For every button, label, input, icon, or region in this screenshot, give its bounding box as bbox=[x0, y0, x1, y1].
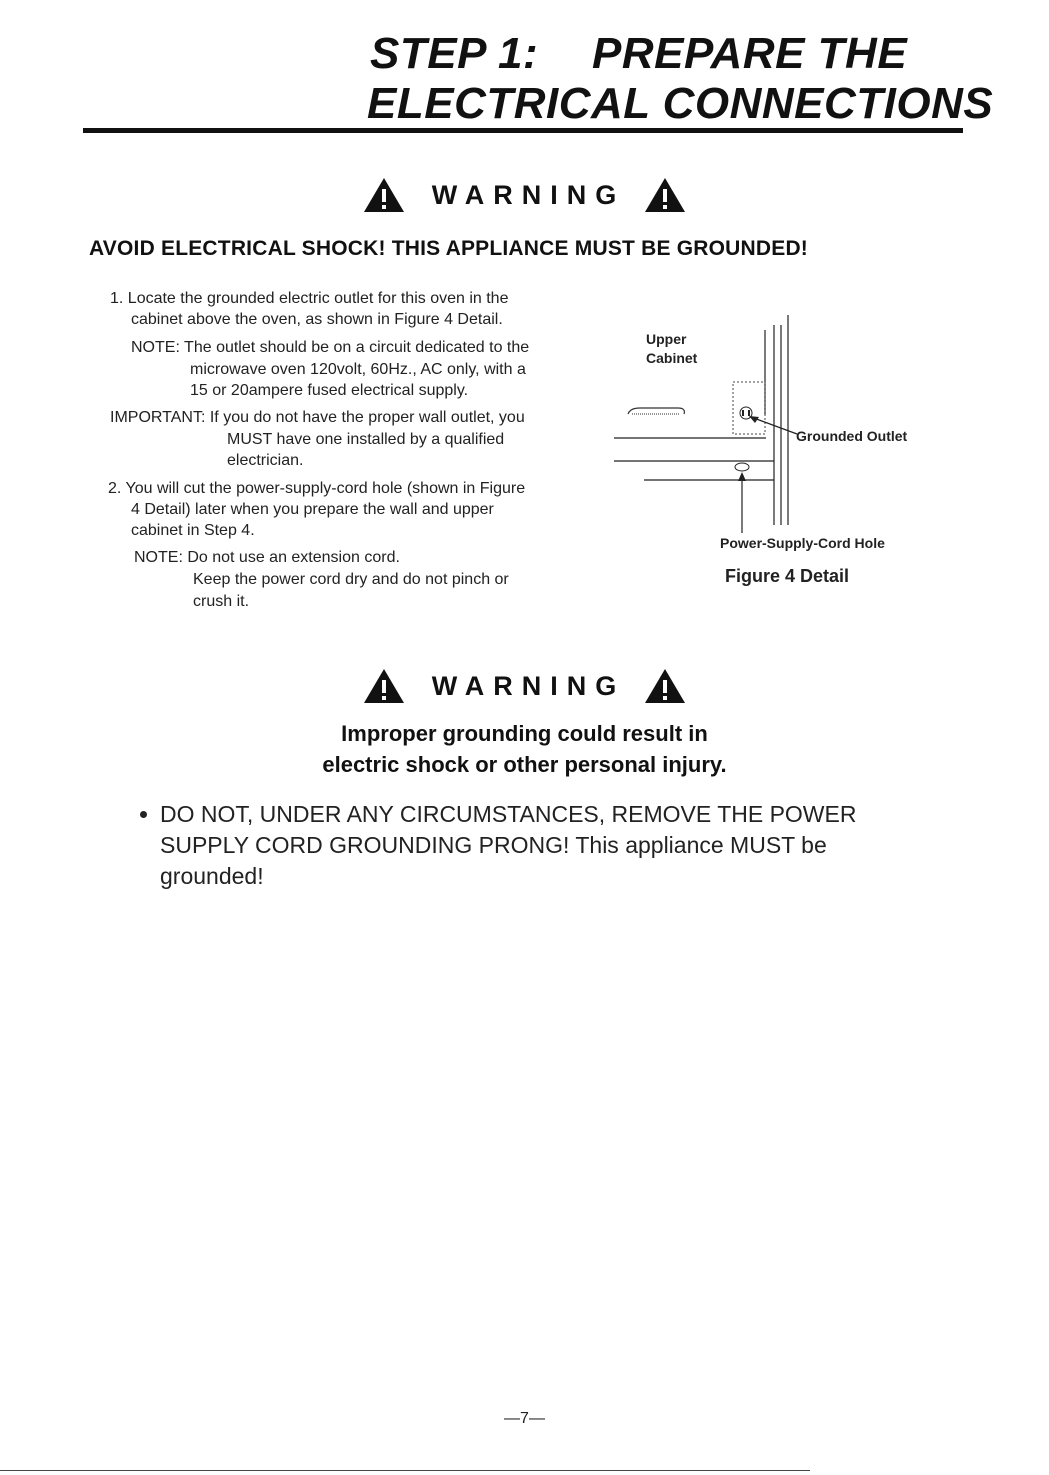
note1-line2: microwave oven 120volt, 60Hz., AC only, with a bbox=[190, 361, 526, 378]
figure-4-detail bbox=[600, 310, 930, 590]
warning-label: WARNING bbox=[431, 670, 626, 701]
title-step: STEP 1: bbox=[370, 29, 539, 78]
upper-cabinet-label-2: Cabinet bbox=[646, 350, 698, 366]
bullet-icon bbox=[140, 811, 147, 818]
important-line3: electrician. bbox=[227, 452, 304, 469]
warning-heading-1 bbox=[0, 176, 1049, 214]
note2-line1: NOTE: Do not use an extension cord. bbox=[134, 549, 400, 566]
warning-triangle-icon bbox=[362, 667, 406, 705]
page-number: —7— bbox=[504, 1410, 545, 1427]
bullet-line1: DO NOT, UNDER ANY CIRCUMSTANCES, REMOVE THE POWER bbox=[160, 801, 857, 827]
title-prepare: PREPARE THE bbox=[592, 29, 908, 78]
warning-triangle-icon bbox=[362, 176, 406, 214]
bottom-border bbox=[0, 1470, 810, 1471]
bullet-line3: grounded! bbox=[160, 863, 264, 889]
grounded-outlet-label: Grounded Outlet bbox=[796, 428, 908, 444]
warning-label: WARNING bbox=[431, 179, 626, 210]
important-line2: MUST have one installed by a qualified bbox=[227, 431, 505, 448]
upper-cabinet-label-1: Upper bbox=[646, 331, 687, 347]
step2-line1: 2. You will cut the power-supply-cord hole (shown in Figure bbox=[108, 480, 526, 497]
step1-line2: cabinet above the oven, as shown in Figure 4 Detail. bbox=[131, 311, 503, 328]
title-electrical-connections: ELECTRICAL CONNECTIONS bbox=[367, 79, 994, 128]
note1-line3: 15 or 20ampere fused electrical supply. bbox=[190, 382, 469, 399]
warning2-line1: Improper grounding could result in bbox=[341, 721, 708, 746]
warning2-line2: electric shock or other personal injury. bbox=[322, 752, 727, 777]
warning-heading-2 bbox=[0, 667, 1049, 705]
step2-line2: 4 Detail) later when you prepare the wall and upper bbox=[131, 501, 494, 518]
warning-triangle-icon bbox=[643, 176, 687, 214]
title-divider bbox=[83, 128, 963, 133]
step2-line3: cabinet in Step 4. bbox=[131, 522, 255, 539]
note2-line3: crush it. bbox=[193, 593, 250, 610]
note2-line2: Keep the power cord dry and do not pinch or bbox=[193, 571, 509, 588]
power-cord-hole-label: Power-Supply-Cord Hole bbox=[720, 535, 885, 551]
warning-triangle-icon bbox=[643, 667, 687, 705]
step1-line1: 1. Locate the grounded electric outlet for this oven in the bbox=[110, 290, 509, 307]
bullet-line2: SUPPLY CORD GROUNDING PRONG! This appliance MUST be bbox=[160, 832, 827, 858]
important-line1: IMPORTANT: If you do not have the proper wall outlet, you bbox=[110, 409, 525, 426]
figure-caption: Figure 4 Detail bbox=[725, 566, 850, 586]
grounding-headline: AVOID ELECTRICAL SHOCK! THIS APPLIANCE MUST BE GROUNDED! bbox=[89, 237, 808, 260]
note1-line1: NOTE: The outlet should be on a circuit dedicated to the bbox=[131, 339, 530, 356]
